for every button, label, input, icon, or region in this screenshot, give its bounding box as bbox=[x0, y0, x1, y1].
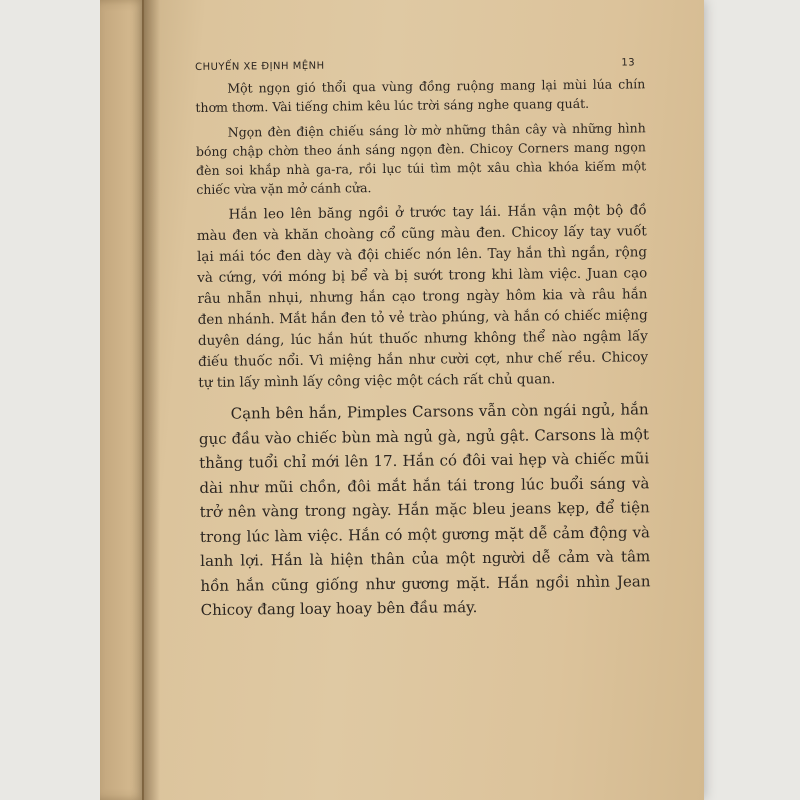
page-gutter-shadow bbox=[142, 0, 160, 800]
running-title: CHUYẾN XE ĐỊNH MỆNH bbox=[195, 60, 325, 73]
paragraph: Cạnh bên hắn, Pimples Carsons vẫn còn ngái ngủ, hắn gục đầu vào chiếc bùn mà ngủ gà, ngủ gật. Carsons là một thằng tuổi chỉ mới lên 17. Hắn có đôi vai hẹp và chiếc mũi dài như mũi chồn, đôi mắt hắn tái trong lúc buổi sáng và trở nên vàng trong ngày. Hắn mặc bleu jeans kẹp, để tiện trong lúc làm việc. Hắn có một gương mặt dễ cảm động và lanh lợi. Hắn là hiện thân của một người dễ cảm và tâm hồn hắn cũng giống như gương mặt. Hắn ngồi nhìn Jean Chicoy đang loay hoay bên đầu máy. bbox=[198, 400, 651, 619]
page-text-block bbox=[195, 57, 651, 628]
paragraph: Ngọn đèn điện chiếu sáng lờ mờ những thân cây và những hình bóng chập chờn theo ánh sáng ngọn đèn. Chicoy Corners mang ngọn đèn soi khắp nhà ga-ra, rồi lục túi tìm một xâu chìa khóa kiếm một chiếc vừa vặn mở cánh cửa. bbox=[195, 120, 647, 197]
paragraph: Một ngọn gió thổi qua vùng đồng ruộng mang lại mùi lúa chín thơm thơm. Vài tiếng chim kêu lúc trời sáng nghe quang quát. bbox=[195, 76, 646, 115]
paragraph: Hắn leo lên băng ngồi ở trước tay lái. Hắn vận một bộ đồ màu đen và khăn choàng cổ cũng màu đen. Chicoy lấy tay vuốt lại mái tóc đen dày và đội chiếc nón lên. Tay hắn thì ngắn, rộng và cứng, với móng bị bể và bị sướt trong khi làm việc. Juan cạo râu nhẵn nhụi, nhưng hắn cạo trong ngày hôm kia và râu hắn đen nhánh. Mắt hắn đen tỏ vẻ trào phúng, và hắn có chiếc miệng duyên dáng, lúc hắn hút thuốc nhưng không thể nào ngậm lấy điếu thuốc nổi. Vì miệng hắn như cười cợt, như chế rều. Chicoy tự tin lấy mình lấy công việc một cách rất chủ quan. bbox=[196, 202, 649, 391]
page-number: 13 bbox=[621, 57, 636, 69]
